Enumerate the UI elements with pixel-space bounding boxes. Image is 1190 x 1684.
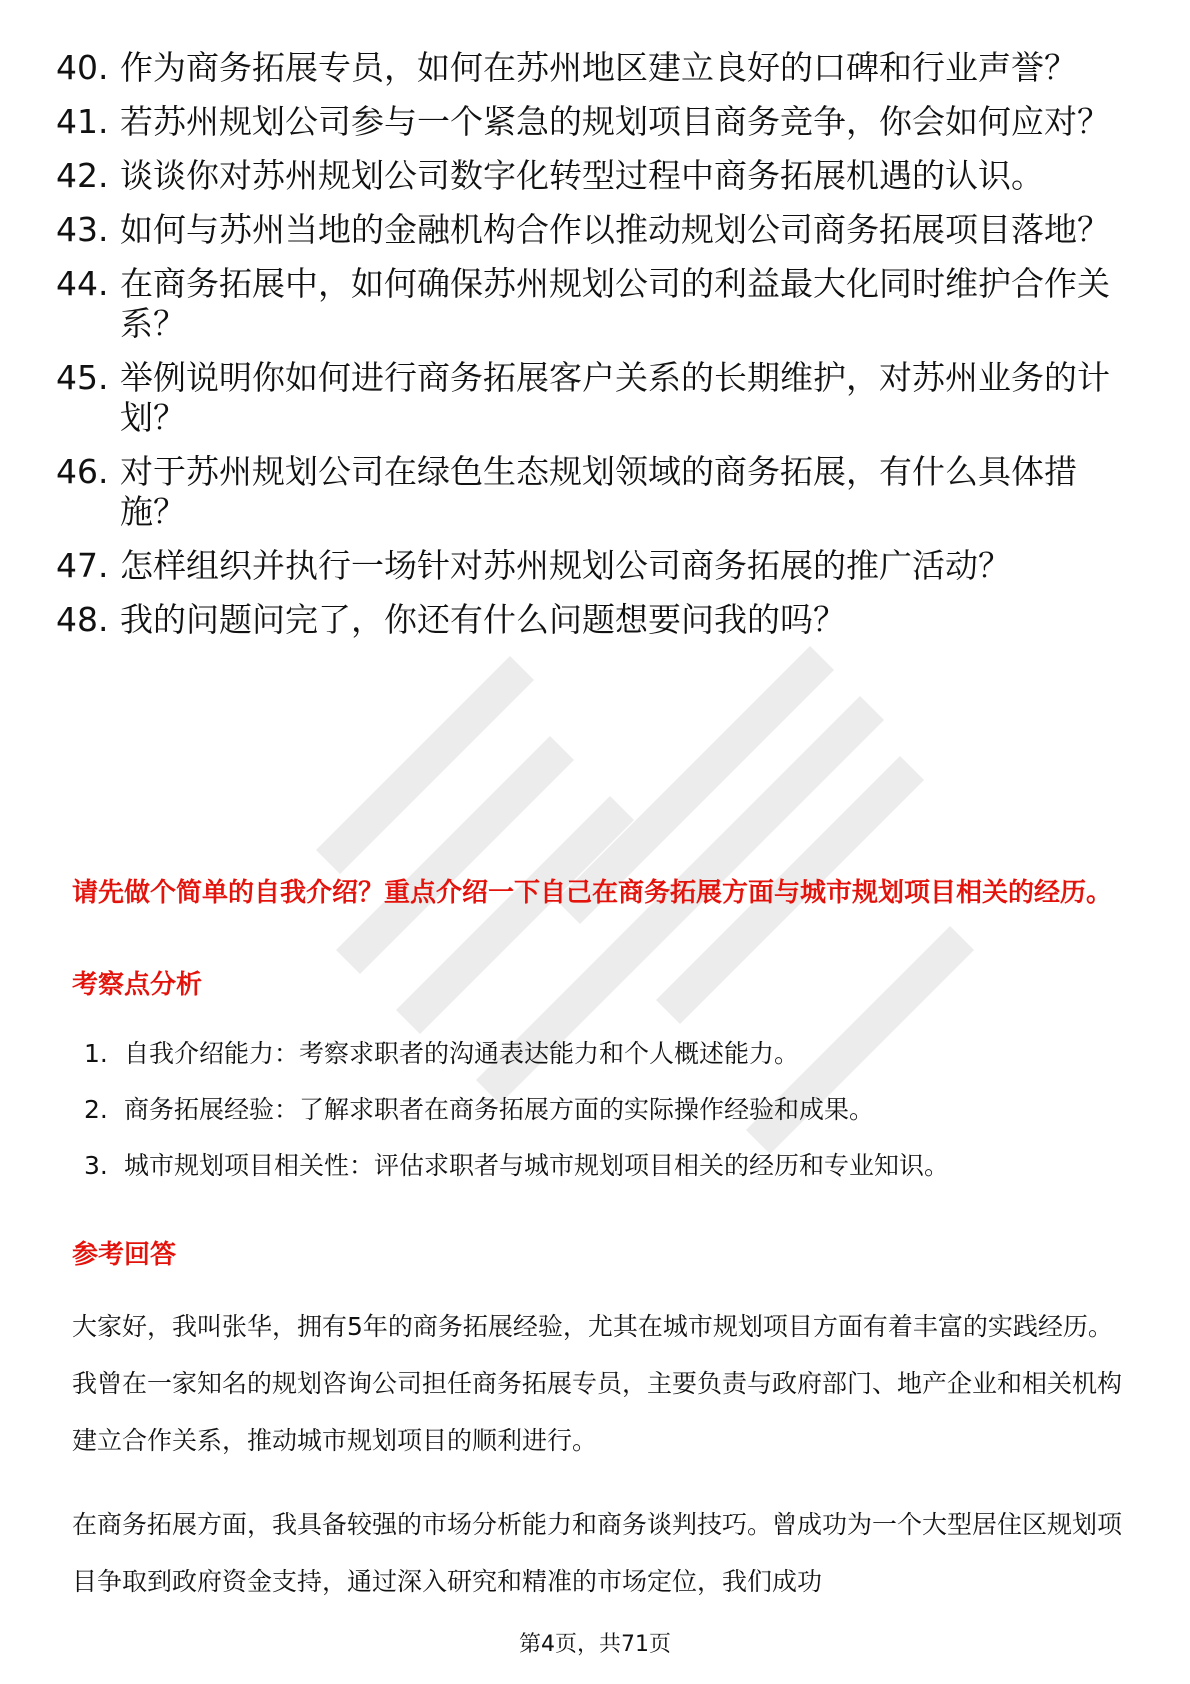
question-item [56,546,1136,586]
analysis-number: 3. [84,1151,108,1180]
question-list [56,48,1136,654]
question-text: 作为商务拓展专员，如何在苏州地区建立良好的口碑和行业声誉？ [120,48,1077,87]
analysis-item [84,1148,949,1184]
answer-title: 参考回答 [72,1240,177,1270]
analysis-title: 考察点分析 [72,970,203,1000]
question-item [56,358,1136,438]
question-number: 41. [56,102,109,141]
analysis-text: 城市规划项目相关性：评估求职者与城市规划项目相关的经历和专业知识。 [124,1151,950,1180]
analysis-text: 商务拓展经验：了解求职者在商务拓展方面的实际操作经验和成果。 [124,1095,875,1124]
question-item [56,102,1136,142]
question-item [56,600,1136,640]
answer-paragraph: 大家好，我叫张华，拥有5年的商务拓展经验，尤其在城市规划项目方面有着丰富的实践经历。我曾在一家知名的规划咨询公司担任商务拓展专员，主要负责与政府部门、地产企业和相关机构建立合作关系，推动城市规划项目的顺利进行。 [72,1312,1123,1455]
question-item [56,264,1136,344]
question-text: 若苏州规划公司参与一个紧急的规划项目商务竞争，你会如何应对？ [120,102,1110,141]
question-number: 48. [56,600,109,639]
question-text: 谈谈你对苏州规划公司数字化转型过程中商务拓展机遇的认识。 [120,156,1044,195]
featured-question: 请先做个简单的自我介绍？重点介绍一下自己在商务拓展方面与城市规划项目相关的经历。 [72,878,1113,908]
question-number: 47. [56,546,109,585]
question-text: 如何与苏州当地的金融机构合作以推动规划公司商务拓展项目落地？ [120,210,1110,249]
question-number: 45. [56,358,109,397]
question-text: 举例说明你如何进行商务拓展客户关系的长期维护，对苏州业务的计划？ [120,358,1110,437]
question-text: 怎样组织并执行一场针对苏州规划公司商务拓展的推广活动？ [120,546,1011,585]
analysis-item [84,1092,949,1128]
page-footer: 第4页，共71页 [519,1632,671,1657]
answer-paragraph: 在商务拓展方面，我具备较强的市场分析能力和商务谈判技巧。曾成功为一个大型居住区规划项目争取到政府资金支持，通过深入研究和精准的市场定位，我们成功 [72,1510,1123,1596]
question-number: 43. [56,210,109,249]
question-text: 对于苏州规划公司在绿色生态规划领域的商务拓展，有什么具体措施？ [120,452,1077,531]
question-item [56,48,1136,88]
analysis-list [84,1036,949,1204]
question-item [56,210,1136,250]
question-text: 我的问题问完了，你还有什么问题想要问我的吗？ [120,600,846,639]
question-item [56,452,1136,532]
question-number: 46. [56,452,109,491]
question-text: 在商务拓展中，如何确保苏州规划公司的利益最大化同时维护合作关系？ [120,264,1110,343]
analysis-text: 自我介绍能力：考察求职者的沟通表达能力和个人概述能力。 [124,1039,800,1068]
analysis-number: 1. [84,1039,108,1068]
analysis-item [84,1036,949,1072]
question-number: 40. [56,48,109,87]
question-number: 44. [56,264,109,303]
question-number: 42. [56,156,109,195]
question-item [56,156,1136,196]
analysis-number: 2. [84,1095,108,1124]
